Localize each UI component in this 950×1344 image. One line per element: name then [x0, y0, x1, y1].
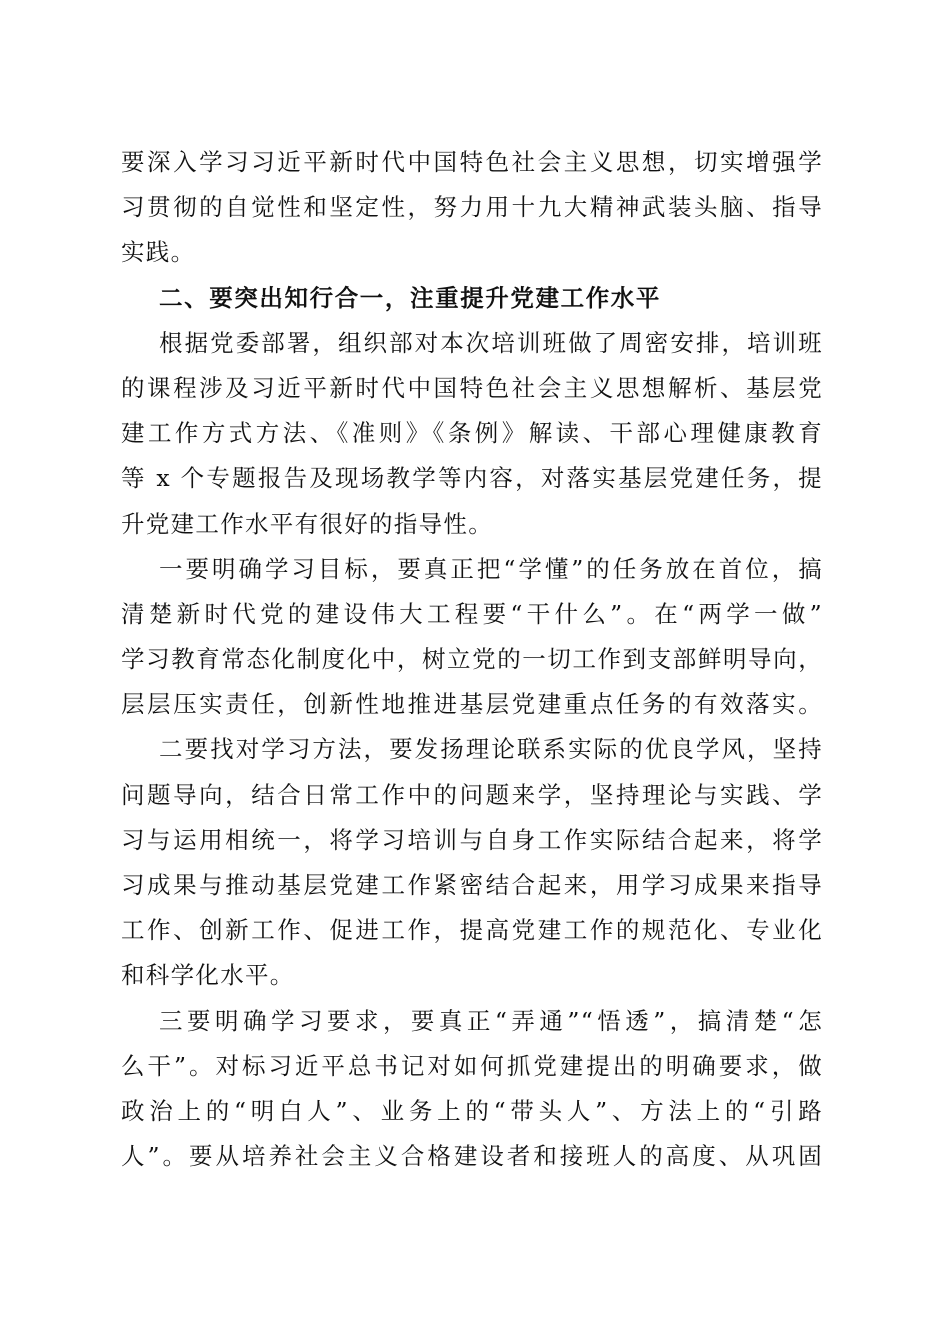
section-heading: 二、要突出知行合一，注重提升党建工作水平 [159, 283, 661, 312]
text-line: 的课程涉及习近平新时代中国特色社会主义思想解析、基层党 [121, 373, 823, 402]
text-line: 学习教育常态化制度化中，树立党的一切工作到支部鲜明导向， [121, 645, 823, 674]
text-line: 根据党委部署，组织部对本次培训班做了周密安排，培训班 [159, 328, 823, 357]
text-line: 清楚新时代党的建设伟大工程要“干什么”。在“两学一做” [121, 599, 823, 628]
text-line: 工作、创新工作、促进工作，提高党建工作的规范化、专业化 [121, 916, 823, 945]
text-line: 二要找对学习方法，要发扬理论联系实际的优良学风，坚持 [159, 735, 823, 764]
document-body [121, 140, 823, 1179]
text-line: 三要明确学习要求，要真正“弄通”“悟透”，搞清楚“怎 [159, 1006, 823, 1035]
text-line: 问题导向，结合日常工作中的问题来学，坚持理论与实践、学 [121, 780, 823, 809]
text-line: 一要明确学习目标，要真正把“学懂”的任务放在首位，搞 [159, 554, 823, 583]
text-line: 和科学化水平。 [121, 961, 295, 990]
text-line: 么干”。对标习近平总书记对如何抓党建提出的明确要求，做 [121, 1051, 823, 1080]
text-line: 升党建工作水平有很好的指导性。 [121, 509, 493, 538]
text-line: 建工作方式方法、《准则》《条例》解读、干部心理健康教育 [121, 419, 823, 448]
text-line: 习贯彻的自觉性和坚定性，努力用十九大精神武装头脑、指导 [121, 193, 823, 222]
text-line: 习成果与推动基层党建工作紧密结合起来，用学习成果来指导 [121, 871, 823, 899]
text-line: 层层压实责任，创新性地推进基层党建重点任务的有效落实。 [121, 690, 823, 719]
text-line: 等 x 个专题报告及现场教学等内容，对落实基层党建任务，提 [121, 464, 823, 493]
text-line: 习与运用相统一，将学习培训与自身工作实际结合起来，将学 [121, 825, 823, 854]
text-line: 实践。 [121, 238, 196, 267]
text-line: 要深入学习习近平新时代中国特色社会主义思想，切实增强学 [121, 148, 823, 176]
text-line: 政治上的“明白人”、业务上的“带头人”、方法上的“引路 [121, 1096, 823, 1125]
text-line: 人”。要从培养社会主义合格建设者和接班人的高度、从巩固 [121, 1142, 823, 1171]
